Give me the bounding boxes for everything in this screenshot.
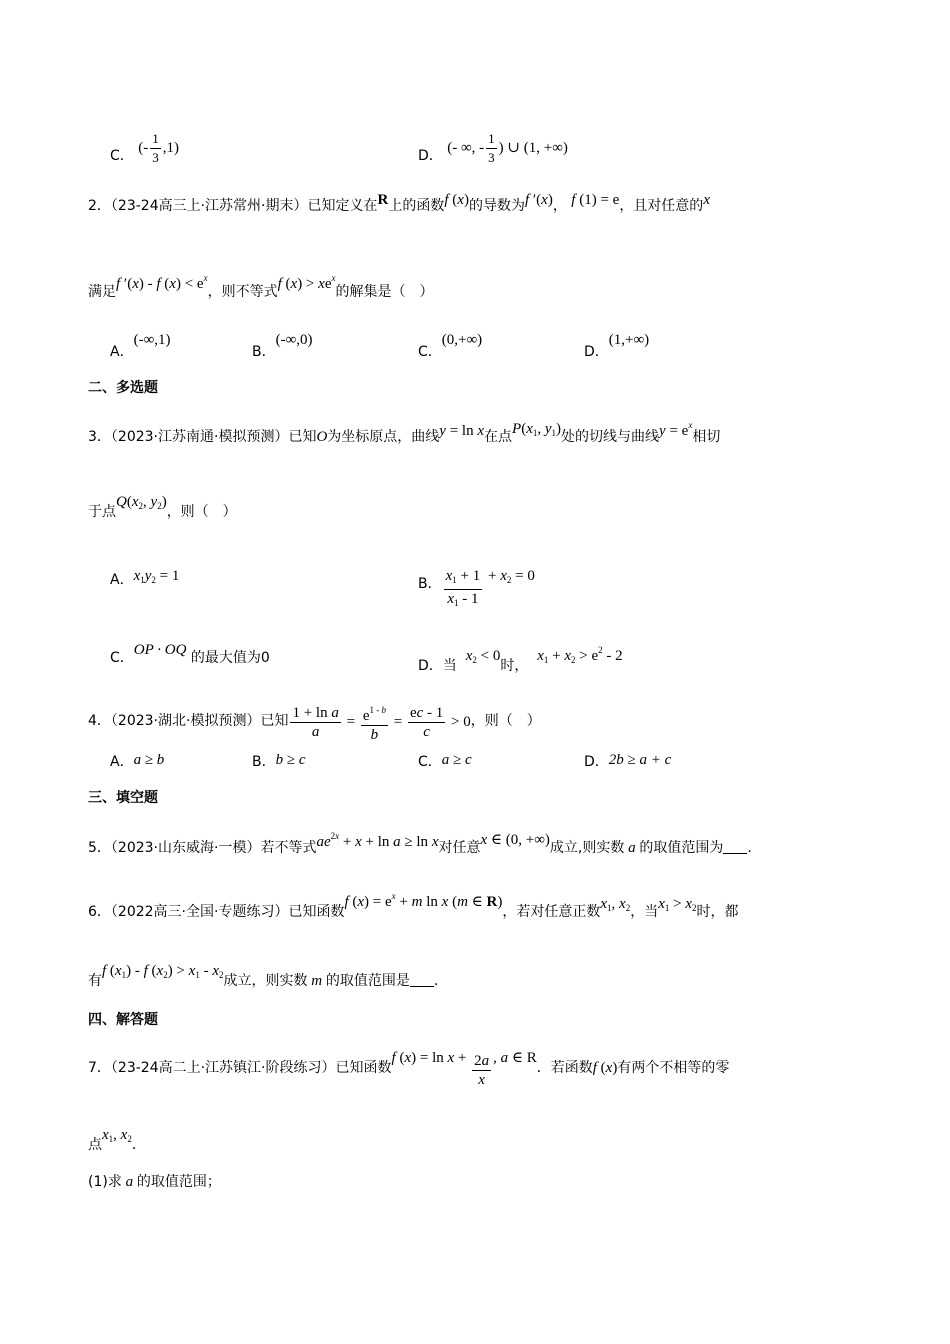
q4-line1 bbox=[88, 701, 541, 744]
question-source: （2023·湖北·模拟预测） bbox=[110, 712, 261, 729]
q3-option-a bbox=[110, 566, 179, 590]
text: ，当 bbox=[630, 904, 659, 920]
answer-blank[interactable] bbox=[410, 972, 434, 987]
option-math: (1,+∞) bbox=[608, 332, 650, 348]
q3-option-d bbox=[418, 640, 623, 676]
text: 上的函数 bbox=[388, 198, 445, 214]
q5-line1 bbox=[88, 826, 752, 858]
text: ，则（ ） bbox=[470, 712, 541, 729]
option-label: C． bbox=[110, 650, 134, 666]
question-number: 7． bbox=[88, 1060, 111, 1076]
q3-line1 bbox=[88, 415, 720, 447]
section-heading: 二、多选题 bbox=[88, 380, 158, 396]
text: ，且对任意的 bbox=[619, 198, 704, 214]
text: 的最大值为0 bbox=[190, 650, 270, 666]
text: 对任意 bbox=[438, 840, 481, 856]
q3-option-c bbox=[110, 640, 270, 668]
q2-option-a bbox=[110, 330, 171, 362]
option-label: B． bbox=[418, 576, 442, 592]
option-math: $x_2 < 0$ bbox=[465, 648, 501, 665]
math-domain: x ∈ (0, +∞) bbox=[480, 832, 550, 848]
text: 的解集是（ ） bbox=[335, 284, 434, 300]
option-label: A． bbox=[110, 572, 134, 588]
option-math: (0,+∞) bbox=[441, 332, 483, 348]
q2-option-d bbox=[584, 330, 649, 362]
math-condition: f ′(x) - f $(x) < e^x$ bbox=[116, 273, 208, 292]
question-source: （23-24高二上·江苏镇江·阶段练习） bbox=[110, 1060, 336, 1076]
text: 时，都 bbox=[696, 904, 739, 920]
math-P: $P(x_1$, $y_1$) bbox=[512, 421, 562, 438]
question-number: 2． bbox=[88, 198, 111, 214]
option-label: D． bbox=[418, 147, 443, 164]
text: 相切 bbox=[692, 429, 721, 445]
option-label: C． bbox=[418, 344, 442, 360]
option-math: (-∞,1) bbox=[133, 332, 171, 348]
option-label: C． bbox=[110, 147, 134, 164]
question-number: 3． bbox=[88, 429, 111, 445]
q3-line2 bbox=[88, 492, 237, 522]
text: ，则不等式 bbox=[207, 284, 278, 300]
text: 已知函数 bbox=[335, 1060, 392, 1076]
text: 在点 bbox=[484, 429, 513, 445]
q7-line2 bbox=[88, 1125, 146, 1155]
math-x1x2: $x_1$, $x_2$ bbox=[102, 1127, 132, 1144]
q2-line2 bbox=[88, 268, 434, 302]
text: ．若函数 bbox=[536, 1060, 593, 1076]
q1-option-c bbox=[110, 130, 179, 167]
text: 处的切线与曲线 bbox=[561, 429, 660, 445]
text: . bbox=[747, 840, 752, 856]
math-inequality: f $(x) > xe^x$ bbox=[277, 273, 336, 292]
math-function: f (x) = ln x + $\frac{2a}{x}$ , a ∈ R bbox=[391, 1050, 537, 1089]
option-label: D． bbox=[584, 344, 609, 360]
q1-option-d bbox=[418, 130, 568, 167]
q4-option-d bbox=[584, 750, 671, 772]
math-fprime: f ′(x) bbox=[524, 192, 553, 208]
q1-option-c-math: (- $\frac{1}{3}$ ,1) bbox=[138, 131, 179, 165]
q7-line1 bbox=[88, 1048, 729, 1089]
text: ，若对任意正数 bbox=[502, 904, 601, 920]
q7-subquestion-1 bbox=[88, 1172, 221, 1192]
math-x1x2: $x_1$, $x_2$ bbox=[600, 896, 631, 913]
text: (1)求 bbox=[88, 1174, 122, 1190]
text: 已知 bbox=[260, 712, 289, 729]
q3-option-b bbox=[418, 566, 535, 612]
option-math: (-∞,0) bbox=[275, 332, 313, 348]
text: 的取值范围是 bbox=[325, 973, 410, 989]
math-fx: f (x) bbox=[592, 1060, 618, 1076]
q6-line2 bbox=[88, 961, 438, 991]
text: 已知定义在 bbox=[307, 198, 378, 214]
q2-line1 bbox=[88, 190, 710, 216]
q4-option-b bbox=[252, 750, 306, 772]
text: 已知 bbox=[288, 429, 317, 445]
option-label: D． bbox=[418, 658, 443, 674]
math-inequality: f $(x_1)$ - f $(x_2) > x_1 - x_2$ bbox=[102, 963, 224, 980]
question-source: （23-24高三上·江苏常州·期末） bbox=[110, 198, 308, 214]
section-heading: 三、填空题 bbox=[88, 790, 158, 806]
question-number: 4． bbox=[88, 712, 111, 729]
question-number: 5． bbox=[88, 840, 111, 856]
text: 成立，则实数 bbox=[223, 973, 308, 989]
text: ． bbox=[131, 1137, 146, 1153]
text: 有两个不相等的零 bbox=[617, 1060, 730, 1076]
option-math: a ≥ c bbox=[441, 752, 472, 768]
option-label: D． bbox=[584, 754, 609, 770]
text: 若不等式 bbox=[260, 840, 317, 856]
text: 为坐标原点，曲线 bbox=[327, 429, 440, 445]
option-math-2: $x_1 + x_2 > e^2 - 2$ bbox=[537, 645, 623, 665]
option-math: $x_1y_2 = 1$ bbox=[133, 568, 180, 585]
text: 的导数为 bbox=[468, 198, 525, 214]
text: 点 bbox=[88, 1137, 102, 1153]
math-x1gtx2: $x_1 > x_2$ bbox=[658, 896, 697, 913]
q6-line1 bbox=[88, 886, 739, 922]
option-math: b ≥ c bbox=[275, 752, 306, 768]
text: 满足 bbox=[88, 284, 116, 300]
q4-option-a bbox=[110, 750, 164, 772]
text: 成立,则实数 bbox=[549, 840, 625, 856]
option-label: B． bbox=[252, 754, 276, 770]
question-source: （2023·山东威海·一模） bbox=[110, 840, 261, 856]
math-condition: $\frac{\text{1 + ln a}}{a}$ = $\frac{e^{1 - b}}{b}$ = $\frac{ec - 1}{c}$ > 0 bbox=[288, 701, 470, 744]
q1-option-d-math: (- ∞, - $\frac{1}{3}$ ) ∪ (1, +∞) bbox=[447, 131, 568, 165]
question-source: （2022高三·全国·专题练习） bbox=[110, 904, 289, 920]
math-curve2: $y = e^x$ bbox=[659, 420, 693, 439]
q2-option-c bbox=[418, 330, 482, 362]
text: . bbox=[433, 973, 439, 989]
q2-option-b bbox=[252, 330, 313, 362]
text: 于点 bbox=[88, 504, 116, 520]
math-a: a bbox=[121, 1174, 137, 1190]
option-math: 2b ≥ a + c bbox=[608, 752, 672, 768]
option-math: OP · OQ bbox=[133, 642, 187, 658]
q4-option-c bbox=[418, 750, 472, 772]
text: 当 bbox=[442, 658, 457, 674]
text: 的取值范围为 bbox=[639, 840, 724, 856]
math-fx: f (x) bbox=[444, 192, 469, 208]
option-label: B． bbox=[252, 344, 276, 360]
option-math: $\frac{x_1 + 1}{x_1 - 1}$ + $x_2 = 0$ bbox=[445, 568, 535, 608]
math-f1: f (1) = e bbox=[571, 192, 620, 208]
math-Q: $Q(x_2$, $y_2$) bbox=[116, 494, 167, 511]
option-label: A． bbox=[110, 344, 134, 360]
math-x: x bbox=[703, 192, 710, 208]
question-number: 6． bbox=[88, 904, 111, 920]
text: 时， bbox=[500, 658, 529, 674]
math-inequality: $ae^{2x} + x + \ln a \ge \ln x$ bbox=[316, 831, 439, 850]
option-math: a ≥ b bbox=[133, 752, 165, 768]
text: ， bbox=[552, 198, 567, 214]
text: ，则（ ） bbox=[166, 504, 237, 520]
text: 已知函数 bbox=[288, 904, 345, 920]
question-source: （2023·江苏南通·模拟预测） bbox=[110, 429, 289, 445]
math-R: R bbox=[377, 192, 389, 208]
section-heading: 四、解答题 bbox=[88, 1012, 158, 1028]
math-O: O bbox=[316, 429, 328, 445]
math-function: f $(x) = e^x + m$ ln x (m ∈ R) bbox=[344, 891, 503, 910]
text: 的取值范围； bbox=[136, 1174, 221, 1190]
math-a: a bbox=[624, 840, 640, 856]
math-m: m bbox=[307, 973, 326, 989]
answer-blank[interactable] bbox=[723, 839, 747, 854]
text: 有 bbox=[88, 973, 102, 989]
math-curve1: y = ln x bbox=[439, 423, 485, 439]
option-label: C． bbox=[418, 754, 442, 770]
option-label: A． bbox=[110, 754, 134, 770]
